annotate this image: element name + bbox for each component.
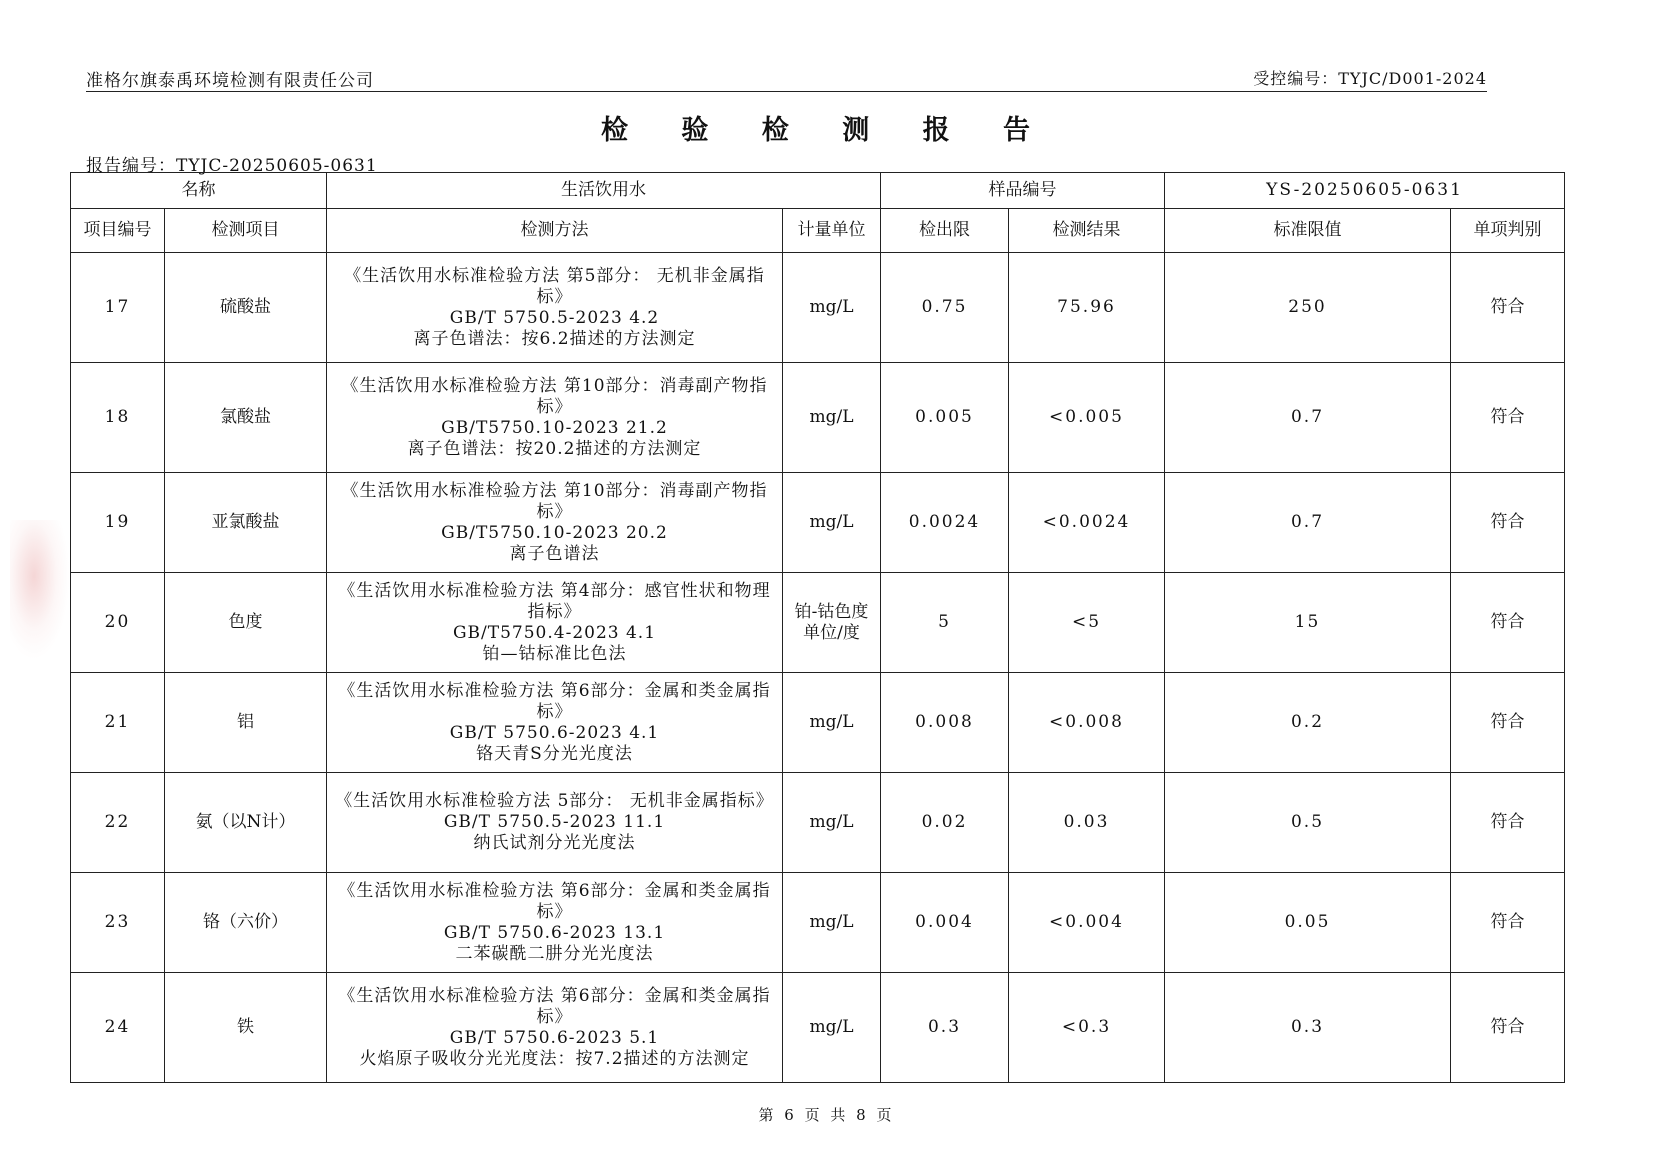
row-number: 20	[71, 573, 165, 673]
test-method: 《生活饮用水标准检验方法 5部分： 无机非金属指标》 GB/T 5750.5-2023 11.1 纳氏试剂分光光度法	[327, 773, 783, 873]
row-number: 19	[71, 473, 165, 573]
standard-limit: 0.05	[1165, 873, 1451, 973]
test-method: 《生活饮用水标准检验方法 第6部分：金属和类金属指标》 GB/T 5750.6-2023 4.1 铬天青S分光光度法	[327, 673, 783, 773]
test-result: <0.0024	[1009, 473, 1165, 573]
test-item: 铁	[165, 973, 327, 1083]
col-header-no: 项目编号	[71, 209, 165, 253]
detection-limit: 0.75	[881, 253, 1009, 363]
col-header-judge: 单项判别	[1451, 209, 1565, 253]
test-result: <0.3	[1009, 973, 1165, 1083]
report-title: 检 验 检 测 报 告	[601, 115, 1052, 146]
report-number: 报告编号：TYJC-20250605-0631	[86, 156, 378, 176]
name-label: 名称	[71, 173, 327, 209]
table-row	[71, 363, 1565, 473]
standard-limit: 0.2	[1165, 673, 1451, 773]
test-method: 《生活饮用水标准检验方法 第6部分：金属和类金属指标》 GB/T 5750.6-2023 13.1 二苯碳酰二肼分光光度法	[327, 873, 783, 973]
detection-limit: 5	[881, 573, 1009, 673]
detection-limit: 0.005	[881, 363, 1009, 473]
test-item: 铬（六价）	[165, 873, 327, 973]
sample-no-label: 样品编号	[881, 173, 1165, 209]
table-row	[71, 573, 1565, 673]
info-row	[71, 173, 1565, 209]
standard-limit: 0.7	[1165, 363, 1451, 473]
judgement: 符合	[1451, 673, 1565, 773]
header-rule	[86, 91, 1487, 92]
test-result: 0.03	[1009, 773, 1165, 873]
test-method: 《生活饮用水标准检验方法 第10部分：消毒副产物指标》 GB/T5750.10-2023 21.2 离子色谱法：按20.2描述的方法测定	[327, 363, 783, 473]
company-name: 准格尔旗泰禹环境检测有限责任公司	[86, 71, 374, 91]
standard-limit: 0.3	[1165, 973, 1451, 1083]
table-row	[71, 473, 1565, 573]
test-item: 氯酸盐	[165, 363, 327, 473]
judgement: 符合	[1451, 363, 1565, 473]
row-number: 21	[71, 673, 165, 773]
table-row	[71, 773, 1565, 873]
test-result: <5	[1009, 573, 1165, 673]
test-item: 亚氯酸盐	[165, 473, 327, 573]
detection-limit: 0.3	[881, 973, 1009, 1083]
page-footer: 第 6 页 共 8 页	[758, 1106, 895, 1124]
unit: mg/L	[783, 363, 881, 473]
judgement: 符合	[1451, 973, 1565, 1083]
unit: mg/L	[783, 673, 881, 773]
unit: mg/L	[783, 973, 881, 1083]
test-result: <0.005	[1009, 363, 1165, 473]
row-number: 23	[71, 873, 165, 973]
name-value: 生活饮用水	[327, 173, 881, 209]
row-number: 18	[71, 363, 165, 473]
row-number: 24	[71, 973, 165, 1083]
judgement: 符合	[1451, 473, 1565, 573]
col-header-item: 检测项目	[165, 209, 327, 253]
col-header-unit: 计量单位	[783, 209, 881, 253]
test-method: 《生活饮用水标准检验方法 第4部分：感官性状和物理指标》 GB/T5750.4-2023 4.1 铂—钴标准比色法	[327, 573, 783, 673]
test-method: 《生活饮用水标准检验方法 第5部分： 无机非金属指标》 GB/T 5750.5-2023 4.2 离子色谱法：按6.2描述的方法测定	[327, 253, 783, 363]
unit: mg/L	[783, 253, 881, 363]
detection-limit: 0.004	[881, 873, 1009, 973]
sample-no-value: YS-20250605-0631	[1165, 173, 1565, 209]
test-result: 75.96	[1009, 253, 1165, 363]
detection-limit: 0.0024	[881, 473, 1009, 573]
judgement: 符合	[1451, 573, 1565, 673]
standard-limit: 0.5	[1165, 773, 1451, 873]
table-row	[71, 673, 1565, 773]
row-number: 22	[71, 773, 165, 873]
test-item: 色度	[165, 573, 327, 673]
results-table	[70, 172, 1565, 1083]
table-row	[71, 253, 1565, 363]
col-header-method: 检测方法	[327, 209, 783, 253]
standard-limit: 0.7	[1165, 473, 1451, 573]
judgement: 符合	[1451, 253, 1565, 363]
unit: mg/L	[783, 773, 881, 873]
row-number: 17	[71, 253, 165, 363]
test-method: 《生活饮用水标准检验方法 第6部分：金属和类金属指标》 GB/T 5750.6-2023 5.1 火焰原子吸收分光光度法：按7.2描述的方法测定	[327, 973, 783, 1083]
red-stamp-mark	[10, 520, 70, 660]
col-header-limit: 检出限	[881, 209, 1009, 253]
test-item: 氨（以N计）	[165, 773, 327, 873]
test-method: 《生活饮用水标准检验方法 第10部分：消毒副产物指标》 GB/T5750.10-2023 20.2 离子色谱法	[327, 473, 783, 573]
col-header-result: 检测结果	[1009, 209, 1165, 253]
test-item: 硫酸盐	[165, 253, 327, 363]
detection-limit: 0.02	[881, 773, 1009, 873]
judgement: 符合	[1451, 873, 1565, 973]
detection-limit: 0.008	[881, 673, 1009, 773]
col-header-standard: 标准限值	[1165, 209, 1451, 253]
test-result: <0.008	[1009, 673, 1165, 773]
unit: mg/L	[783, 473, 881, 573]
judgement: 符合	[1451, 773, 1565, 873]
table-row	[71, 973, 1565, 1083]
test-result: <0.004	[1009, 873, 1165, 973]
control-number: 受控编号：TYJC/D001-2024	[1253, 69, 1487, 88]
table-row	[71, 873, 1565, 973]
unit: 铂-钴色度单位/度	[783, 573, 881, 673]
unit: mg/L	[783, 873, 881, 973]
standard-limit: 250	[1165, 253, 1451, 363]
standard-limit: 15	[1165, 573, 1451, 673]
column-header-row	[71, 209, 1565, 253]
test-item: 铝	[165, 673, 327, 773]
